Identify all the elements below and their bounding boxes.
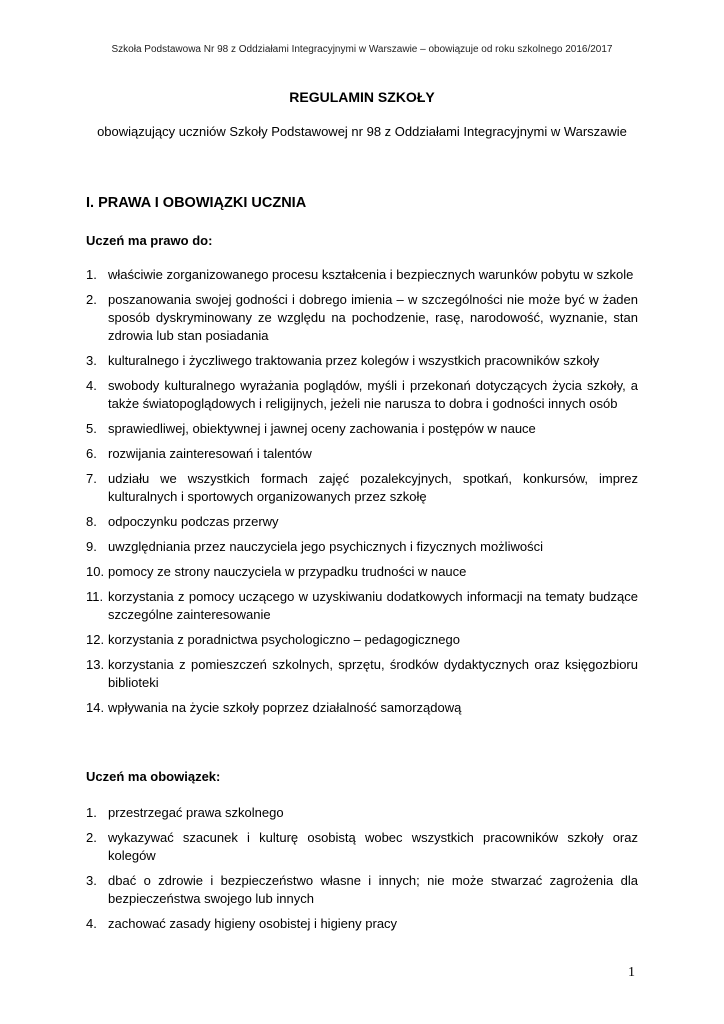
list-item bbox=[86, 563, 638, 581]
list-item-number: 3. bbox=[86, 873, 97, 888]
list-item-text: sprawiedliwej, obiektywnej i jawnej oceny zachowania i postępów w nauce bbox=[108, 421, 536, 436]
list-item bbox=[86, 291, 638, 345]
list-item-number: 4. bbox=[86, 378, 97, 393]
list-item-text: wpływania na życie szkoły poprzez działalność samorządową bbox=[108, 700, 462, 715]
list-item-text: pomocy ze strony nauczyciela w przypadku trudności w nauce bbox=[108, 564, 467, 579]
list-item bbox=[86, 915, 638, 933]
list-item bbox=[86, 352, 638, 370]
list-item-number: 2. bbox=[86, 292, 97, 307]
list-item-text: kulturalnego i życzliwego traktowania przez kolegów i wszystkich pracowników szkoły bbox=[108, 353, 600, 368]
rights-heading: Uczeń ma prawo do: bbox=[86, 233, 213, 248]
section-heading: I. PRAWA I OBOWIĄZKI UCZNIA bbox=[86, 195, 307, 211]
list-item-text: wykazywać szacunek i kulturę osobistą wobec wszystkich pracowników szkoły oraz kolegów bbox=[108, 830, 638, 863]
list-item-text: udziału we wszystkich formach zajęć pozalekcyjnych, spotkań, konkursów, imprez kulturalnych i sportowych organizowanych przez szkołę bbox=[108, 471, 638, 504]
page-number: 1 bbox=[628, 965, 635, 980]
list-item-text: zachować zasady higieny osobistej i higieny pracy bbox=[108, 916, 398, 931]
list-item-text: właściwie zorganizowanego procesu kształcenia i bezpiecznych warunków pobytu w szkole bbox=[108, 267, 634, 282]
list-item-number: 11. bbox=[86, 589, 104, 604]
duties-heading: Uczeń ma obowiązek: bbox=[86, 769, 221, 784]
list-item bbox=[86, 513, 638, 531]
list-item-number: 9. bbox=[86, 539, 97, 554]
list-item-number: 7. bbox=[86, 471, 97, 486]
list-item-text: swobody kulturalnego wyrażania poglądów, myśli i przekonań dotyczących życia szkoły, a także światopoglądowych i religijnych, jeżeli nie narusza to dobra i godności innych osób bbox=[108, 378, 638, 411]
list-item-text: rozwijania zainteresowań i talentów bbox=[108, 446, 312, 461]
list-item-number: 5. bbox=[86, 421, 97, 436]
list-item bbox=[86, 266, 638, 284]
document-subtitle: obowiązujący uczniów Szkoły Podstawowej nr 98 z Oddziałami Integracyjnymi w Warszawie bbox=[97, 124, 627, 139]
duties-list bbox=[86, 804, 638, 940]
list-item-text: korzystania z pomieszczeń szkolnych, sprzętu, środków dydaktycznych oraz księgozbioru biblioteki bbox=[108, 657, 638, 690]
list-item bbox=[86, 377, 638, 413]
list-item-number: 1. bbox=[86, 805, 97, 820]
list-item-text: poszanowania swojej godności i dobrego imienia – w szczególności nie może być w żaden sposób dyskryminowany ze względu na pochodzenie, rasę, narodowość, wyznanie, stan zdrowia lub stan posiadania bbox=[108, 292, 638, 343]
list-item-number: 8. bbox=[86, 514, 97, 529]
list-item bbox=[86, 538, 638, 556]
list-item bbox=[86, 699, 638, 717]
list-item bbox=[86, 804, 638, 822]
list-item bbox=[86, 631, 638, 649]
rights-list bbox=[86, 266, 638, 724]
list-item-text: uwzględniania przez nauczyciela jego psychicznych i fizycznych możliwości bbox=[108, 539, 543, 554]
list-item-number: 12. bbox=[86, 632, 105, 647]
list-item-number: 2. bbox=[86, 830, 97, 845]
list-item-text: korzystania z poradnictwa psychologiczno – pedagogicznego bbox=[108, 632, 460, 647]
list-item-text: odpoczynku podczas przerwy bbox=[108, 514, 279, 529]
list-item-number: 4. bbox=[86, 916, 97, 931]
list-item-number: 6. bbox=[86, 446, 97, 461]
list-item bbox=[86, 420, 638, 438]
list-item bbox=[86, 470, 638, 506]
list-item-text: dbać o zdrowie i bezpieczeństwo własne i innych; nie może stwarzać zagrożenia dla bezpieczeństwa swojego lub innych bbox=[108, 873, 638, 906]
document-title: REGULAMIN SZKOŁY bbox=[289, 89, 435, 105]
list-item bbox=[86, 588, 638, 624]
list-item-number: 3. bbox=[86, 353, 97, 368]
list-item-number: 14. bbox=[86, 700, 105, 715]
list-item bbox=[86, 445, 638, 463]
list-item-number: 10. bbox=[86, 564, 105, 579]
list-item-number: 13. bbox=[86, 657, 105, 672]
list-item-text: korzystania z pomocy uczącego w uzyskiwaniu dodatkowych informacji na tematy budzące szczególne zainteresowanie bbox=[108, 589, 638, 622]
list-item bbox=[86, 829, 638, 865]
list-item bbox=[86, 656, 638, 692]
list-item bbox=[86, 872, 638, 908]
list-item-number: 1. bbox=[86, 267, 97, 282]
page-header: Szkoła Podstawowa Nr 98 z Oddziałami Integracyjnymi w Warszawie – obowiązuje od roku szkolnego 2016/2017 bbox=[111, 44, 613, 55]
list-item-text: przestrzegać prawa szkolnego bbox=[108, 805, 284, 820]
